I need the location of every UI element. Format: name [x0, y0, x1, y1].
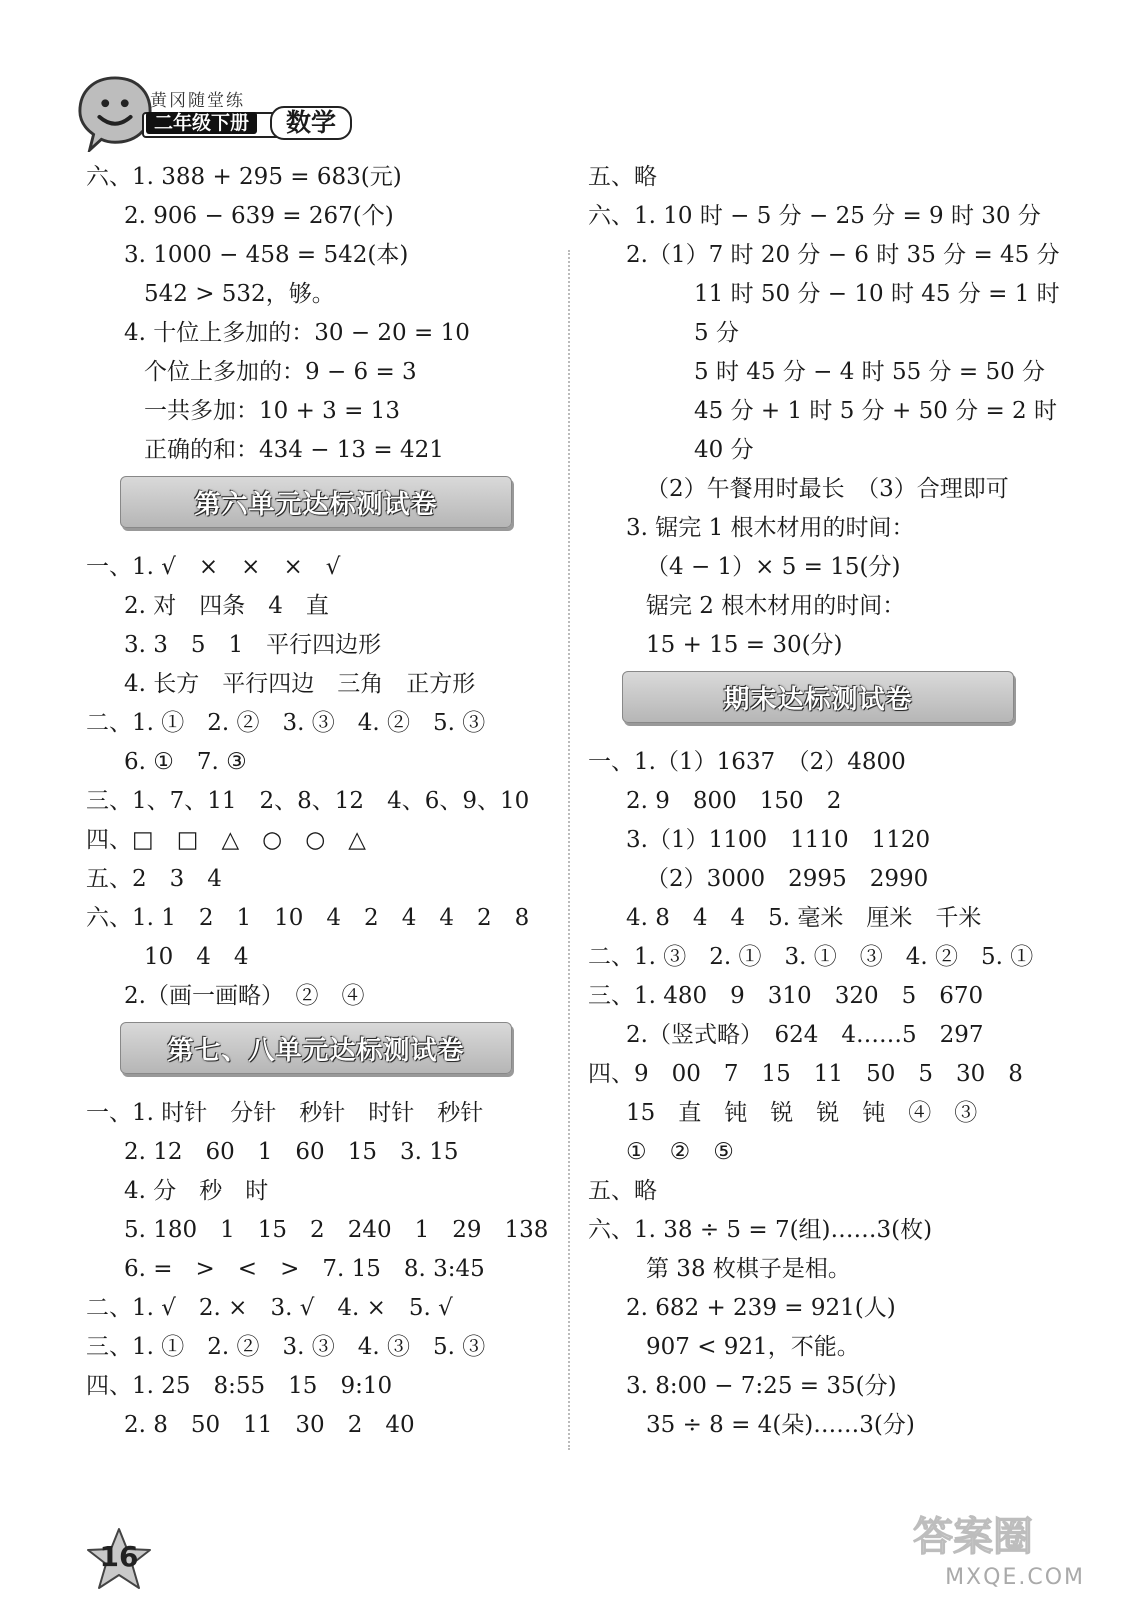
answer-line: 一、1. √ × × × √ [86, 554, 341, 580]
section-title-unit6: 第六单元达标测试卷 [120, 476, 512, 528]
answer-line: 2. 682 + 239 = 921(人) [626, 1295, 896, 1321]
answer-line: 三、1. 480 9 310 320 5 670 [588, 983, 984, 1009]
answer-line: 一、1. 时针 分针 秒针 时针 秒针 [86, 1100, 484, 1126]
answer-line: （2）3000 2995 2990 [646, 866, 929, 892]
answer-line: 正确的和：434 − 13 = 421 [144, 437, 444, 463]
answer-line: 四、9 00 7 15 11 50 5 30 8 [588, 1061, 1023, 1087]
subject-label: 数学 [270, 106, 352, 140]
answer-line: 二、1. ③ 2. ① 3. ① ③ 4. ② 5. ① [588, 944, 1034, 970]
answer-line: 五、2 3 4 [86, 866, 222, 892]
answer-line: 4. 8 4 4 5. 毫米 厘米 千米 [626, 905, 982, 931]
answer-line: 4. 十位上多加的：30 − 20 = 10 [124, 320, 470, 346]
answer-line: 6. = > < > 7. 15 8. 3:45 [124, 1256, 485, 1282]
answer-line: 4. 长方 平行四边 三角 正方形 [124, 671, 476, 697]
section-title-unit7-8: 第七、八单元达标测试卷 [120, 1022, 512, 1074]
answer-line: 15 直 钝 锐 锐 钝 ④ ③ [626, 1100, 978, 1126]
answer-line: ① ② ⑤ [626, 1139, 734, 1165]
answer-line: 542 > 532，够。 [144, 281, 335, 307]
answer-line: （2）午餐用时最长 （3）合理即可 [646, 476, 1009, 502]
answer-line: 2.（画一画略） ② ④ [124, 983, 365, 1009]
answer-line: 个位上多加的：9 − 6 = 3 [144, 359, 417, 385]
answer-line: 3. 3 5 1 平行四边形 [124, 632, 382, 658]
answer-line: 5 分 [694, 320, 739, 346]
answer-line: 六、1. 388 + 295 = 683(元) [86, 164, 402, 190]
book-header [76, 68, 376, 158]
answer-line: 六、1. 38 ÷ 5 = 7(组)……3(枚) [588, 1217, 933, 1243]
right-column [588, 158, 1058, 1445]
answer-line: 2. 9 800 150 2 [626, 788, 842, 814]
answer-line: 六、1. 1 2 1 10 4 2 4 4 2 8 [86, 905, 530, 931]
answer-line: 锯完 2 根木材用的时间： [646, 593, 906, 619]
answer-line: 11 时 50 分 − 10 时 45 分 = 1 时 [694, 281, 1060, 307]
watermark-text: 答案圈 [913, 1514, 1033, 1560]
answer-line: 六、1. 10 时 − 5 分 − 25 分 = 9 时 30 分 [588, 203, 1041, 229]
answer-line: 15 + 15 = 30(分) [646, 632, 843, 658]
answer-line: 3. 锯完 1 根木材用的时间： [626, 515, 915, 541]
column-divider [568, 250, 570, 1450]
answer-line: 三、1、7、11 2、8、12 4、6、9、10 [86, 788, 530, 814]
answer-line: 3. 1000 − 458 = 542(本) [124, 242, 409, 268]
answer-line: 二、1. √ 2. × 3. √ 4. × 5. √ [86, 1295, 453, 1321]
answer-line: 2.（1）7 时 20 分 − 6 时 35 分 = 45 分 [626, 242, 1060, 268]
answer-line: 4. 分 秒 时 [124, 1178, 269, 1204]
answer-line: 35 ÷ 8 = 4(朵)……3(分) [646, 1412, 915, 1438]
left-column [86, 158, 556, 1445]
answer-line: 40 分 [694, 437, 754, 463]
answer-line: 2. 8 50 11 30 2 40 [124, 1412, 415, 1438]
answer-line: 2. 对 四条 4 直 [124, 593, 329, 619]
answer-line: 3.（1）1100 1110 1120 [626, 827, 931, 853]
answer-line: 一、1.（1）1637 （2）4800 [588, 749, 906, 775]
answer-line: （4 − 1）× 5 = 15(分) [646, 554, 901, 580]
answer-line: 四、1. 25 8:55 15 9:10 [86, 1373, 393, 1399]
answer-line: 10 4 4 [144, 944, 249, 970]
answer-line: 2. 906 − 639 = 267(个) [124, 203, 394, 229]
answer-line: 五、略 [588, 1178, 657, 1204]
answer-line: 6. ① 7. ③ [124, 749, 247, 775]
brand-name: 黄冈随堂练 [150, 91, 245, 111]
page-number: 16 [99, 1540, 139, 1573]
answer-line: 5 时 45 分 − 4 时 55 分 = 50 分 [694, 359, 1046, 385]
answer-line: 907 < 921，不能。 [646, 1334, 860, 1360]
answer-line: 2.（竖式略） 624 4……5 297 [626, 1022, 984, 1048]
answer-line: 一共多加：10 + 3 = 13 [144, 398, 400, 424]
answer-line: 五、略 [588, 164, 657, 190]
answer-line: 45 分 + 1 时 5 分 + 50 分 = 2 时 [694, 398, 1057, 424]
answer-line: 三、1. ① 2. ② 3. ③ 4. ③ 5. ③ [86, 1334, 486, 1360]
answer-line: 3. 8:00 − 7:25 = 35(分) [626, 1373, 897, 1399]
answer-line: 2. 12 60 1 60 15 3. 15 [124, 1139, 459, 1165]
watermark-url: MXQE.COM [945, 1565, 1085, 1590]
answer-line: 第 38 枚棋子是相。 [646, 1256, 851, 1282]
answer-line: 四、□ □ △ ○ ○ △ [86, 827, 366, 853]
grade-label: 二年级下册 [146, 112, 257, 134]
answer-line: 5. 180 1 15 2 240 1 29 138 [124, 1217, 549, 1243]
section-title-final-exam: 期末达标测试卷 [622, 671, 1014, 723]
answer-line: 二、1. ① 2. ② 3. ③ 4. ② 5. ③ [86, 710, 486, 736]
